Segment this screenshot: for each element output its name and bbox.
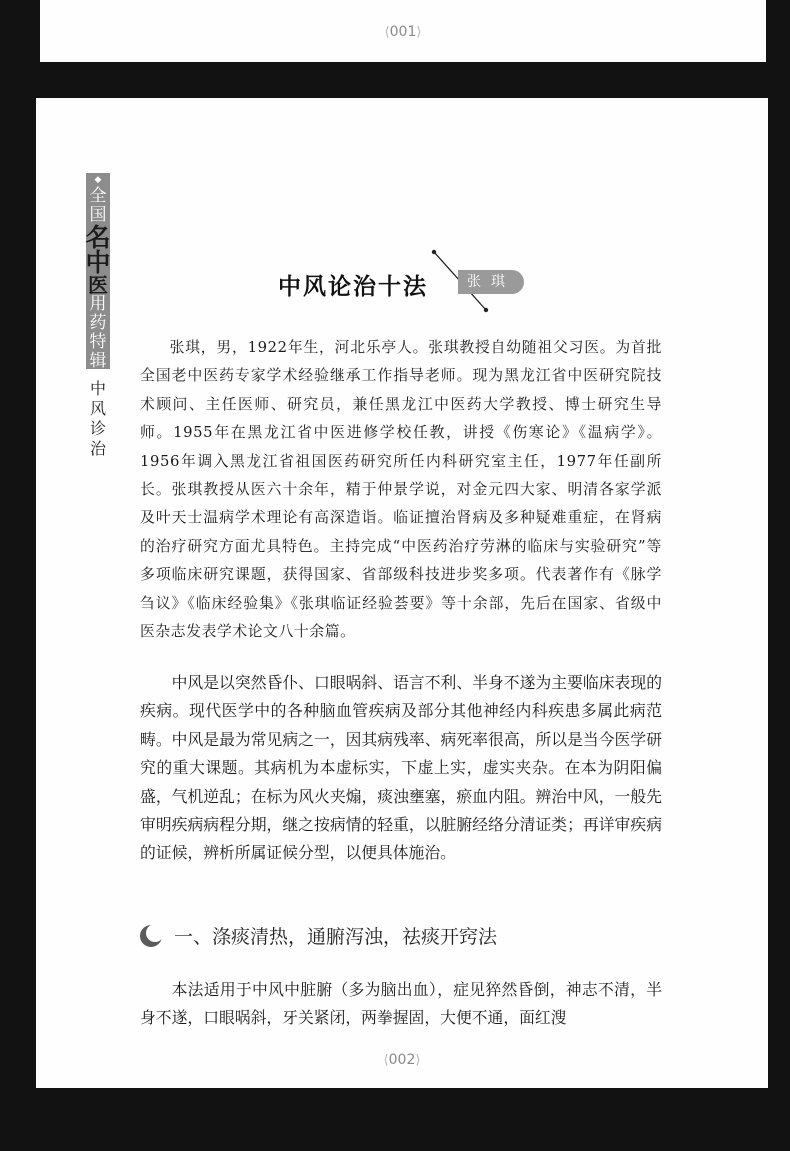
sidebar-series-label: ◆ 全 国 名 中 医 用 药 特 辑 ◆ [85,175,111,381]
author-bio: 张琪，男，1922年生，河北乐亭人。张琪教授自幼随祖父习医。为首批全国老中医药专家学术经验继承工作指导老师。现为黑龙江省中医研究院技术顾问、主任医师、研究员，兼任黑龙江中医药大学教授、博士研究生导师。1955年在黑龙江省中医进修学校任教，讲授《伤寒论》《温病学》。1956年调入黑龙江省祖国医药研究所任内科研究室主任，1977年任副所长。张琪教授从医六十余年，精于仲景学说，对金元四大家、明清各家学派及叶天士温病学术理论有高深造诣。临证擅治肾病及多种疑难重症，在肾病的治疗研究方面尤具特色。主持完成“中医药治疗劳淋的临床与实验研究”等多项临床研究课题，获得国家、省部级科技进步奖多项。代表著作有《脉学刍议》《临床经验集》《张琪临证经验荟要》等十余部，先后在国家、省级中医杂志发表学术论文八十余篇。 [140,339,662,641]
page-number: ⟨002⟩ [383,1052,421,1068]
sidebar-topic-label: 中 风 诊 治 [89,379,106,458]
section-paragraph: 本法适用于中风中脏腑（多为脑出血），症见猝然昏倒，神志不清，半身不遂，口眼㖞斜，牙关紧闭，两拳握固，大便不通，面红溲 [140,980,662,1028]
section-heading [138,922,497,949]
intro-paragraph: 中风是以突然昏仆、口眼㖞斜、语言不利、半身不遂为主要临床表现的疾病。现代医学中的各种脑血管疾病及部分其他神经内科疾患多属此病范畴。中风是最为常见病之一，因其病残率、病死率很高，所以是当今医学研究的重大课题。其病机为本虚标实，下虚上实，虚实夹杂。在本为阴阳偏盛，气机逆乱；在标为风火夹煽，痰浊壅塞，瘀血内阻。辨治中风，一般先审明疾病病程分期，继之按病情的轻重，以脏腑经络分清证类；再详审疾病的证候，辨析所属证候分型，以便具体施治。 [140,673,662,863]
section-title: 一、涤痰清热，通腑泻浊，祛痰开窍法 [174,926,498,948]
previous-page [40,0,766,62]
author-tag: 张琪 [458,270,524,294]
article-title: 中风论治十法 [278,273,428,300]
crescent-icon [138,923,164,949]
current-page [36,98,768,1088]
page-number: ⟨001⟩ [384,24,422,40]
